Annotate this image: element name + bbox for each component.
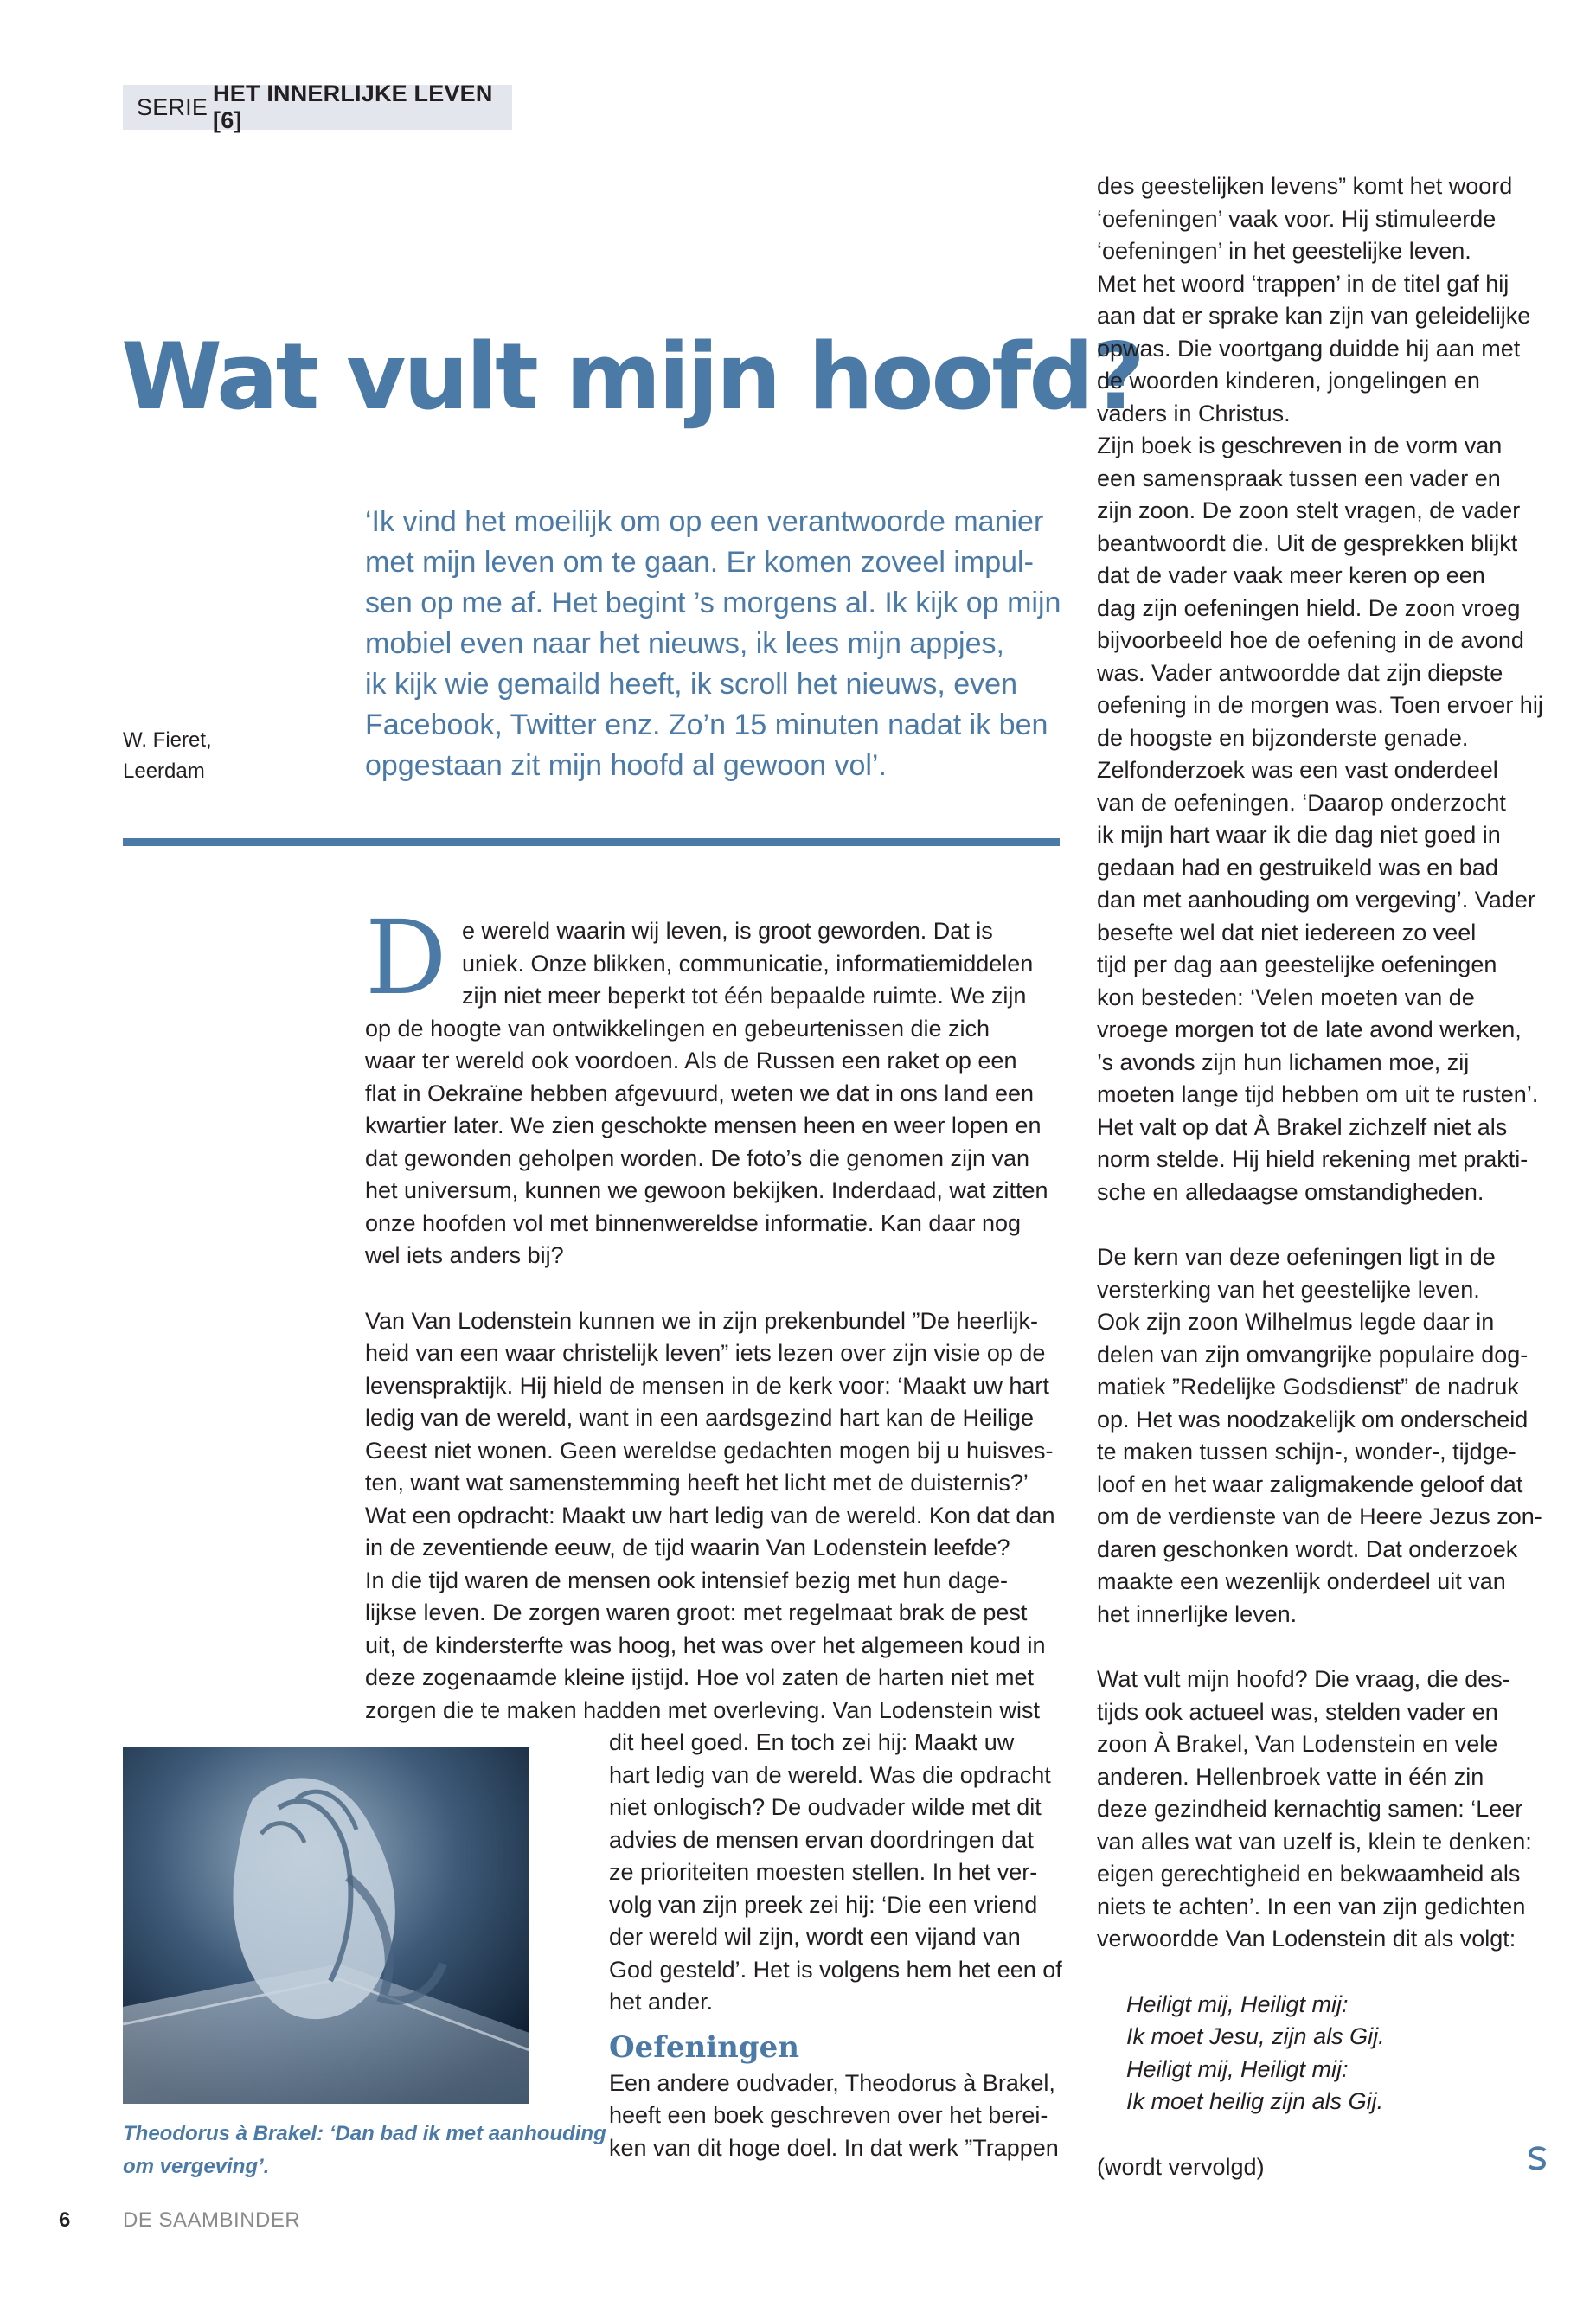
body-line: Ook zijn zoon Wilhelmus legde daar in: [1097, 1309, 1495, 1335]
caption-line: Theodorus à Brakel: ‘Dan bad ik met aanhouding: [123, 2122, 606, 2145]
page-number: 6: [59, 2208, 71, 2232]
body-line: In die tijd waren de mensen ook intensief bezig met hun dage-: [365, 1567, 1008, 1593]
body-line: uit, de kindersterfte was hoog, het was over het algemeen koud in: [365, 1631, 1046, 1658]
body-line: ‘oefeningen’ vaak voor. Hij stimuleerde: [1097, 205, 1497, 232]
body-line: vaders in Christus.: [1097, 400, 1291, 426]
body-line: norm stelde. Hij hield rekening met prakti-: [1097, 1146, 1529, 1172]
body-line: heeft een boek geschreven over het berei-: [609, 2102, 1048, 2128]
body-line: dit heel goed. En toch zei hij: Maakt uw: [609, 1729, 1015, 1755]
body-line: de woorden kinderen, jongelingen en: [1097, 368, 1480, 394]
body-line: der wereld wil zijn, wordt een vijand van: [609, 1924, 1021, 1950]
body-line: anderen. Hellenbroek vatte in één zin: [1097, 1763, 1484, 1790]
body-line: op de hoogte van ontwikkelingen en gebeurtenissen die zich: [365, 1015, 990, 1042]
intro-line: ‘Ik vind het moeilijk om op een verantwoorde manier: [365, 505, 1044, 538]
intro-quote: [365, 502, 1061, 786]
intro-line: met mijn leven om te gaan. Er komen zoveel impul-: [365, 546, 1034, 579]
body-line: Het valt op dat À Brakel zichzelf niet als: [1097, 1113, 1508, 1140]
body-line: Wat een opdracht: Maakt uw hart ledig van de wereld. Kon dat dan: [365, 1502, 1055, 1529]
intro-line: opgestaan zit mijn hoofd al gewoon vol’.: [365, 749, 887, 782]
intro-line: ik kijk wie gemaild heeft, ik scroll het nieuws, even: [365, 668, 1017, 701]
body-line: eigen gerechtigheid en bekwaamheid als: [1097, 1861, 1521, 1887]
series-title: HET INNERLIJKE LEVEN [6]: [213, 80, 493, 133]
intro-line: Facebook, Twitter enz. Zo’n 15 minuten nadat ik ben: [365, 708, 1048, 741]
body-line: sche en alledaagse omstandigheden.: [1097, 1178, 1484, 1205]
body-line: uniek. Onze blikken, communicatie, informatiemiddelen: [462, 950, 1034, 977]
author-byline: [123, 725, 227, 787]
praying-hands-illustration: [123, 1747, 529, 2104]
body-line: ledig van de wereld, want in een aardsgezind hart kan de Heilige: [365, 1405, 1034, 1431]
body-line: Een andere oudvader, Theodorus à Brakel,: [609, 2069, 1055, 2096]
body-line: het ander.: [609, 1989, 714, 2015]
body-line: niets te achten’. In een van zijn gedichten: [1097, 1893, 1526, 1920]
body-line: advies de mensen ervan doordringen dat: [609, 1826, 1034, 1853]
body-line: deze zogenaamde kleine ijstijd. Hoe vol zaten de harten niet met: [365, 1664, 1034, 1690]
body-line: in de zeventiende eeuw, de tijd waarin Van Lodenstein leefde?: [365, 1535, 1010, 1561]
praying-hands-photo: [123, 1747, 529, 2104]
body-line: beantwoordt die. Uit de gesprekken blijkt: [1097, 529, 1518, 556]
poem-line: Heiligt mij, Heiligt mij:: [1126, 1990, 1349, 2017]
body-line: waar ter wereld ook voordoen. Als de Russen een raket op een: [365, 1048, 1017, 1074]
body-line: zorgen die te maken hadden met overleving. Van Lodenstein wist: [365, 1696, 1040, 1723]
body-line: e wereld waarin wij leven, is groot geworden. Dat is: [462, 918, 993, 944]
body-line: oefening in de morgen was. Toen ervoer hij: [1097, 692, 1543, 718]
body-line: kon besteden: ‘Velen moeten van de: [1097, 984, 1475, 1010]
body-line: dat gewonden geholpen worden. De foto’s die genomen zijn van: [365, 1144, 1030, 1171]
magazine-name: DE SAAMBINDER: [123, 2208, 301, 2232]
body-line: Zelfonderzoek was een vast onderdeel: [1097, 757, 1498, 783]
body-line: zoon À Brakel, Van Lodenstein en vele: [1097, 1731, 1498, 1757]
body-line: ze prioriteiten moesten stellen. In het ver-: [609, 1859, 1038, 1885]
body-line: een samenspraak tussen een vader en: [1097, 465, 1501, 491]
body-line: moeten lange tijd hebben om uit te rusten’.: [1097, 1081, 1539, 1107]
body-line: het universum, kunnen we gewoon bekijken. Inderdaad, wat zitten: [365, 1177, 1048, 1203]
series-tab: [123, 80, 512, 133]
body-line: deze gezindheid kernachtig samen: ‘Leer: [1097, 1796, 1523, 1822]
body-line: vroege morgen tot de late avond werken,: [1097, 1016, 1522, 1042]
body-line: was. Vader antwoordde dat zijn diepste: [1097, 659, 1503, 686]
body-line: ten, want wat samenstemming heeft het licht met de duisternis?’: [365, 1470, 1029, 1496]
body-line: dat de vader vaak meer keren op een: [1097, 562, 1485, 588]
body-line: ‘oefeningen’ in het geestelijke leven.: [1097, 238, 1471, 264]
section-heading: Oefeningen: [609, 2029, 799, 2065]
body-line: ik mijn hart waar ik die dag niet goed in: [1097, 822, 1501, 848]
body-line: des geestelijken levens” komt het woord: [1097, 173, 1513, 199]
body-line: van alles wat van uzelf is, klein te denken:: [1097, 1828, 1532, 1855]
body-line: flat in Oekraïne hebben afgevuurd, weten we dat in ons land een: [365, 1080, 1035, 1106]
body-line: levenspraktijk. Hij hield de mensen in de kerk voor: ‘Maakt uw hart: [365, 1372, 1049, 1399]
body-line: zijn zoon. De zoon stelt vragen, de vader: [1097, 497, 1521, 523]
caption-line: om vergeving’.: [123, 2155, 270, 2178]
poem-line: Heiligt mij, Heiligt mij:: [1126, 2055, 1349, 2082]
body-line: om de verdienste van de Heere Jezus zon-: [1097, 1503, 1542, 1529]
drop-cap: D: [365, 898, 447, 1017]
body-line: van de oefeningen. ‘Daarop onderzocht: [1097, 789, 1506, 816]
body-line: tijds ook actueel was, stelden vader en: [1097, 1698, 1498, 1725]
body-line: opwas. Die voortgang duidde hij aan met: [1097, 335, 1521, 362]
body-line: ’s avonds zijn hun lichamen moe, zij: [1097, 1048, 1470, 1075]
body-line: tijd per dag aan geestelijke oefeningen: [1097, 952, 1497, 977]
photo-caption: [123, 2118, 606, 2183]
body-line: besefte wel dat niet iedereen zo veel: [1097, 919, 1477, 945]
intro-line: sen op me af. Het begint ’s morgens al. Ik kijk op mijn: [365, 586, 1061, 619]
body-line: ken van dit hoge doel. In dat werk ”Trappen: [609, 2134, 1059, 2161]
body-line: maakte een wezenlijk onderdeel uit van: [1097, 1568, 1506, 1594]
body-line: verwoordde Van Lodenstein dit als volgt:: [1097, 1926, 1516, 1952]
body-line: hart ledig van de wereld. Was die opdracht: [609, 1761, 1051, 1788]
body-line: aan dat er sprake kan zijn van geleidelijke: [1097, 303, 1531, 329]
body-line: dan met aanhouding om vergeving’. Vader: [1097, 887, 1535, 913]
body-line: Zijn boek is geschreven in de vorm van: [1097, 433, 1503, 458]
body-line: op. Het was noodzakelijk om onderscheid: [1097, 1406, 1529, 1433]
body-line: dag zijn oefeningen hield. De zoon vroeg: [1097, 594, 1521, 621]
body-line: matiek ”Redelijke Godsdienst” de nadruk: [1097, 1374, 1519, 1400]
article-title: Wat vult mijn hoofd?: [121, 324, 1143, 430]
body-line: delen van zijn omvangrijke populaire dog-: [1097, 1341, 1529, 1368]
body-line: daren geschonken wordt. Dat onderzoek: [1097, 1535, 1518, 1562]
body-line: De kern van deze oefeningen ligt in de: [1097, 1244, 1496, 1270]
body-line: gedaan had en gestruikeld was en bad: [1097, 854, 1498, 881]
body-line: bijvoorbeeld hoe de oefening in de avond: [1097, 627, 1524, 653]
body-line: kwartier later. We zien geschokte mensen heen en weer lopen en: [365, 1112, 1042, 1138]
body-line: versterking van het geestelijke leven.: [1097, 1276, 1480, 1303]
body-line: onze hoofden vol met binnenwereldse informatie. Kan daar nog: [365, 1209, 1021, 1236]
body-line: God gesteld’. Het is volgens hem het een of: [609, 1956, 1062, 1983]
body-line: het innerlijke leven.: [1097, 1600, 1298, 1627]
body-line: niet onlogisch? De oudvader wilde met dit: [609, 1794, 1042, 1820]
author-place: Leerdam: [123, 760, 205, 783]
body-line: Van Van Lodenstein kunnen we in zijn prekenbundel ”De heerlijk-: [365, 1307, 1038, 1334]
body-line: wel iets anders bij?: [365, 1242, 564, 1268]
body-column-right: [1097, 170, 1564, 2183]
author-name: W. Fieret,: [123, 728, 212, 752]
body-line: loof en het waar zaligmakende geloof dat: [1097, 1471, 1523, 1497]
body-line: heid van een waar christelijk leven” iets lezen over zijn visie op de: [365, 1340, 1046, 1366]
end-of-article-icon: [1526, 2145, 1548, 2171]
series-label: SERIE: [137, 93, 208, 120]
to-be-continued: (wordt vervolgd): [1097, 2153, 1265, 2180]
intro-line: mobiel even naar het nieuws, ik lees mijn appjes,: [365, 627, 1004, 660]
body-line: volg van zijn preek zei hij: ‘Die een vriend: [609, 1891, 1038, 1918]
body-line: de hoogste en bijzonderste genade.: [1097, 724, 1469, 751]
body-line: te maken tussen schijn-, wonder-, tijdge-: [1097, 1439, 1516, 1465]
poem-line: Ik moet Jesu, zijn als Gij.: [1126, 2023, 1385, 2049]
body-line: zijn niet meer beperkt tot één bepaalde ruimte. We zijn: [462, 983, 1027, 1009]
body-line: lijkse leven. De zorgen waren groot: met regelmaat brak de pest: [365, 1599, 1028, 1625]
body-line: Geest niet wonen. Geen wereldse gedachten mogen bij u huisves-: [365, 1437, 1054, 1464]
section-divider: [123, 838, 1060, 846]
body-line: Wat vult mijn hoofd? Die vraag, die des-: [1097, 1666, 1510, 1692]
body-line: Met het woord ‘trappen’ in de titel gaf hij: [1097, 270, 1509, 297]
poem-line: Ik moet heilig zijn als Gij.: [1126, 2088, 1384, 2114]
